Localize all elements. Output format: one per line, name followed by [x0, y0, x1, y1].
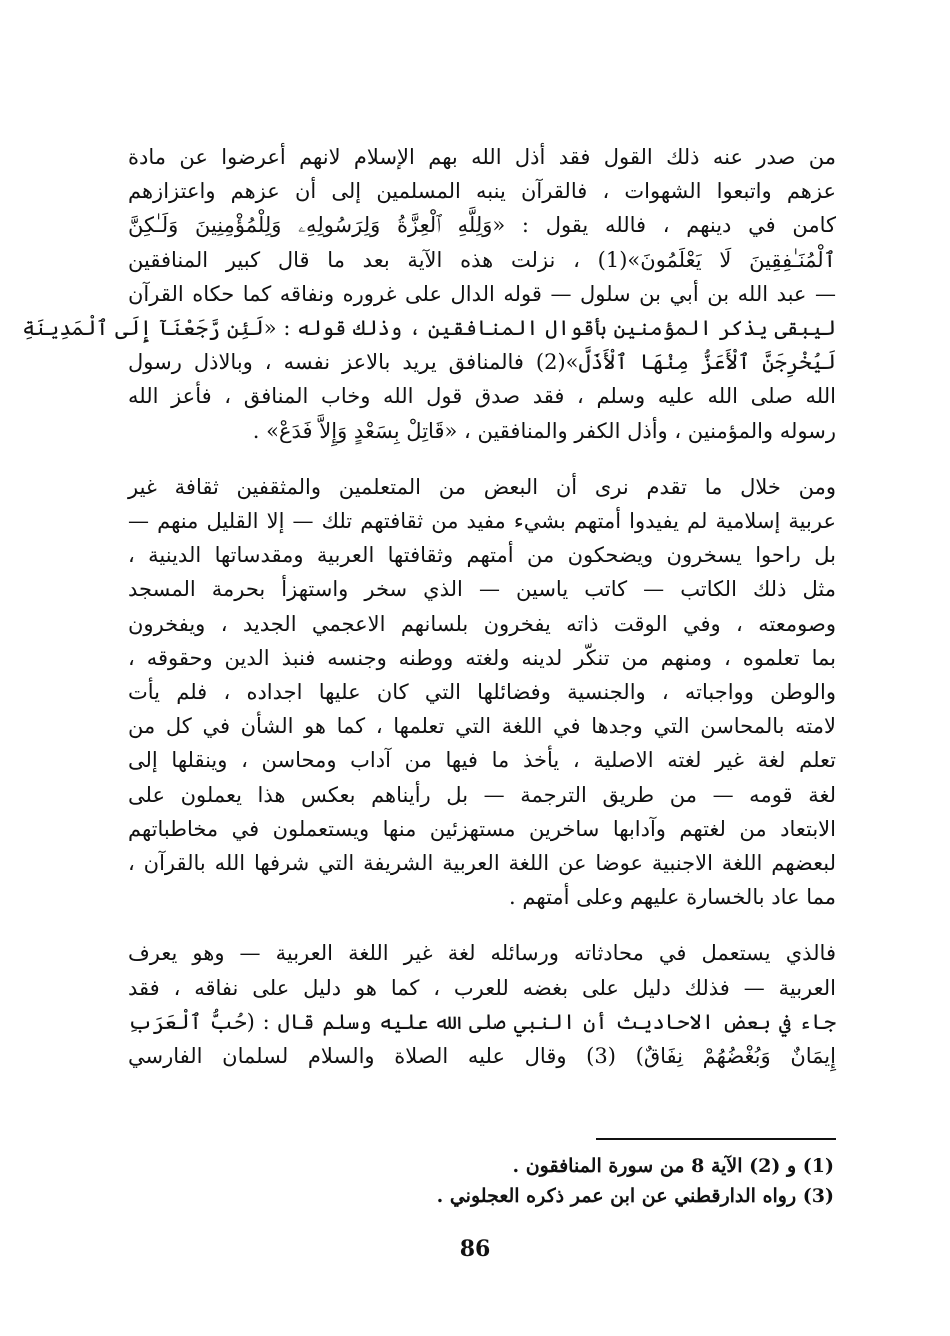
page-body [22, 140, 836, 1073]
text-line: بما تعلموه ، ومنهم من تنكّر لدينه ولغته ووطنه وجنسه فنبذ الدين وحقوقه ، [128, 645, 836, 670]
paragraph-1 [22, 140, 836, 448]
text-line: الابتعاد من لغتهم وآدابها ساخرين مستهزئين منها ويستعملون في مخاطباتهم [128, 816, 836, 841]
text-line: كامن في دينهم ، فالله يقول : «وَلِلَّهِ ٱلْعِزَّةُ وَلِرَسُولِهِۦ وَلِلْمُؤْمِنِينَ وَلَـٰكِنَّ [128, 213, 836, 238]
text-line: بل راحوا يسخرون ويضحكون من أمتهم وثقافتها العربية ومقدساتها الدينية ، [128, 543, 836, 568]
text-line: مما عاد بالخسارة عليهم وعلى أمتهم . [509, 885, 836, 910]
footnote-2: (3) رواه الدارقطني عن ابن عمر ذكره العجلوني . [436, 1185, 834, 1207]
text-line: ومن خلال ما تقدم نرى أن البعض من المتعلمين والمثقفين ثقافة غير [128, 474, 836, 499]
text-line: العربية — فذلك دليل على بغضه للعرب ، كما هو دليل على نفاقه ، فقد [128, 975, 836, 1000]
text-line: مثل ذلك الكاتب — كاتب ياسين — الذي سخر واستهزأ بحرمة المسجد [128, 577, 836, 602]
text-line: ٱلْمُنَـٰفِقِينَ لَا يَعْلَمُونَ»(1) ، نزلت هذه الآية بعد ما قال كبير المنافقين [128, 247, 836, 272]
paragraph-3 [128, 936, 836, 1073]
text-line: فالذي يستعمل في محادثاته ورسائله لغة غير اللغة العربية — وهو يعرف [128, 941, 836, 966]
text-line: الله صلى الله عليه وسلم ، فقد صدق قول الله وخاب المنافق ، فأعز الله [128, 384, 836, 409]
footnote-separator [596, 1138, 836, 1140]
text-line: لغة قومه — من طريق الترجمة — بل رأيناهم بعكس هذا يعملون على [128, 782, 836, 807]
text-line: عربية إسلامية لم يفيدوا أمتهم بشيء مفيد من ثقافتهم تلك — إلا القليل منهم — [128, 509, 836, 534]
text-line: عزهم واتبعوا الشهوات ، فالقرآن ينبه المسلمين إلى أن عزهم واعتزازهم [128, 179, 836, 204]
text-line: لامته بالمحاسن التي وجدها في اللغة التي تعلمها ، كما هو الشأن في كل من [128, 714, 836, 739]
text-line: — عبد الله بن أبي بن سلول — قوله الدال على غروره ونفاقه كما حكاه القرآن [128, 281, 836, 306]
footnote-1: (1) و (2) الآية 8 من سورة المنافقون . [512, 1155, 834, 1177]
text-line: ليبقى يذكر المؤمنين بأقوال المنافقين ، وذلك قوله : «لَئِن رَّجَعْنَآ إِلَى ٱلْمَدِينَةِ [22, 316, 836, 341]
text-line: وصومعته ، وفي الوقت ذاته يفخرون بلسانهم الاعجمي الجديد ، ويفخرون [128, 611, 836, 636]
text-line: رسوله والمؤمنين ، وأذل الكفر والمنافقين ، «قَاتِلْ بِسَعْدٍ وَإِلاَّ فَدَعْ» . [252, 418, 836, 443]
text-line: تعلم لغة غير لغته الاصلية ، يأخذ ما فيها من آداب ومحاسن ، وينقلها إلى [128, 748, 836, 773]
text-line: لَيُخْرِجَنَّ ٱلْأَعَزُّ مِنْهَا ٱلْأَذَلَّ»(2) فالمنافق يريد بالاعز نفسه ، وبالاذل رسول [128, 350, 836, 375]
text-line: من صدر عنه ذلك القول فقد أذل الله بهم الإسلام لانهم أعرضوا عن مادة [128, 145, 836, 169]
text-line: جاء في بعض الاحاديث أن النبي صلى الله عليه وسلم قال : (حُبُّ ٱلْعَرَبِ [128, 1009, 836, 1034]
footnotes [334, 1151, 834, 1211]
text-line: إِيمَانٌ وَبُغْضُهُمْ نِفَاقٌ) (3) وقال عليه الصلاة والسلام لسلمان الفارسي [128, 1044, 836, 1069]
text-line: والوطن وواجباته ، والجنسية وفضائلها التي كان عليها اجداده ، فلم يأت [128, 680, 836, 705]
page-number: 86 [459, 1236, 491, 1262]
paragraph-2 [128, 470, 836, 915]
text-line: لبعضهم اللغة الاجنبية عوضا عن اللغة العربية الشريفة التي شرفها الله بالقرآن ، [128, 851, 836, 876]
